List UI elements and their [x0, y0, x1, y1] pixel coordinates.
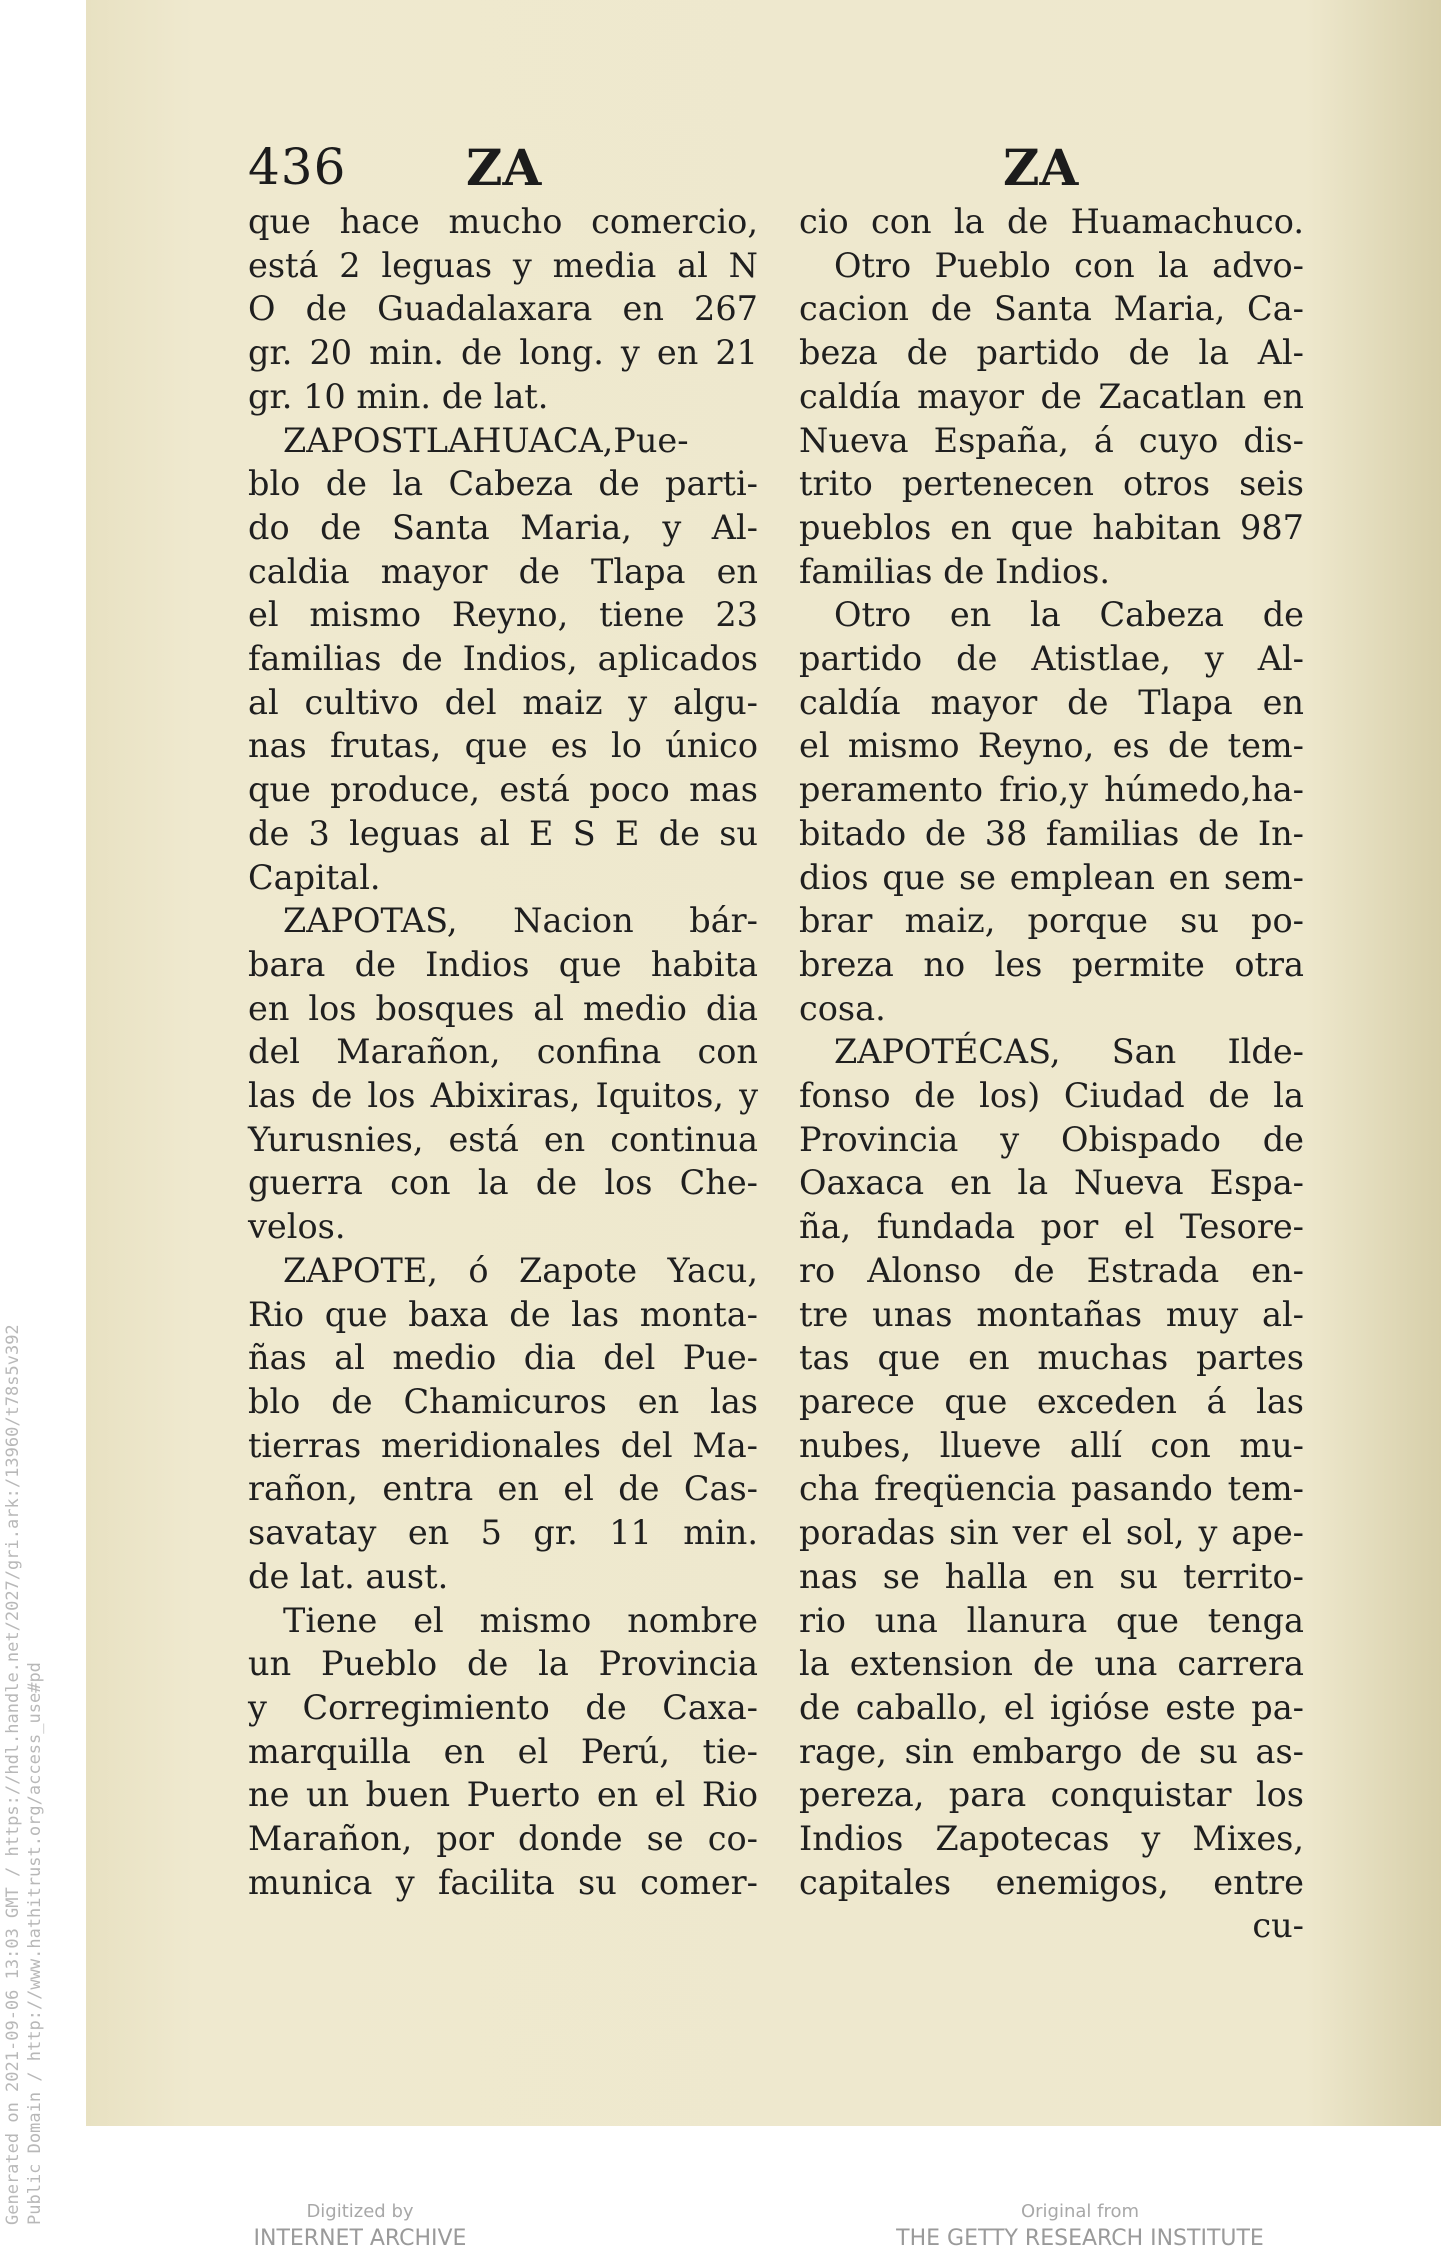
text-line: capitales enemigos, entre	[799, 1862, 1304, 1902]
text-line: pueblos en que habitan 987	[799, 507, 1304, 547]
text-line: pereza, para conquistar los	[799, 1775, 1304, 1815]
running-head-left: ZA	[466, 138, 542, 197]
original-from-label: Original from	[1020, 2201, 1140, 2222]
text-line: savatay en 5 gr. 11 min.	[248, 1513, 758, 1553]
text-line: la extension de una carrera	[799, 1644, 1304, 1684]
text-line: Oaxaca en la Nueva Espa-	[799, 1163, 1304, 1203]
text-line: las de los Abixiras, Iquitos, y	[248, 1076, 758, 1116]
text-line: Provincia y Obispado de	[799, 1119, 1304, 1159]
text-line: tre unas montañas muy al-	[799, 1294, 1304, 1334]
text-line: bitado de 38 familias de In-	[799, 813, 1304, 853]
text-line: Otro Pueblo con la advo-	[834, 245, 1304, 285]
text-line: peramento frio,y húmedo,ha-	[799, 770, 1304, 810]
text-line: Nueva España, á cuyo dis-	[799, 420, 1304, 460]
access-stamp-line-1: Generated on 2021-09-06 13:03 GMT / https://hdl.handle.net/2027/gri.ark:/13960/t78s5v392	[3, 1324, 23, 2225]
text-line: beza de partido de la Al-	[799, 333, 1304, 373]
text-line: ñas al medio dia del Pue-	[248, 1338, 758, 1378]
text-line: el mismo Reyno, es de tem-	[799, 726, 1304, 766]
text-line: que produce, está poco mas	[248, 770, 758, 810]
text-line: ne un buen Puerto en el Rio	[248, 1775, 758, 1815]
text-line: nas frutas, que es lo único	[248, 726, 758, 766]
digitized-by-label: Digitized by	[306, 2201, 414, 2222]
text-line: cio con la de Huamachuco.	[799, 202, 1304, 241]
access-stamp	[2, 1324, 46, 2225]
text-line: de 3 leguas al E S E de su	[248, 813, 758, 853]
text-line: caldia mayor de Tlapa en	[248, 551, 758, 591]
text-line: brar maiz, porque su po-	[799, 901, 1304, 941]
text-line: ZAPOTÉCAS, San Ilde-	[834, 1032, 1304, 1072]
text-line: ZAPOSTLAHUACA,Pue-	[283, 420, 689, 460]
text-line: está 2 leguas y media al N	[248, 245, 758, 285]
getty-institute-label: THE GETTY RESEARCH INSTITUTE	[896, 2226, 1264, 2251]
running-head-right: ZA	[1003, 138, 1079, 197]
text-line: partido de Atistlae, y Al-	[799, 639, 1304, 679]
text-line: y Corregimiento de Caxa-	[248, 1687, 758, 1727]
text-line: rio una llanura que tenga	[799, 1600, 1304, 1640]
text-line: munica y facilita su comer-	[248, 1862, 758, 1902]
text-line: marquilla en el Perú, tie-	[248, 1731, 758, 1771]
text-line: ro Alonso de Estrada en-	[799, 1250, 1304, 1290]
text-line: nas se halla en su territo-	[799, 1556, 1304, 1596]
text-line: rage, sin embargo de su as-	[799, 1731, 1304, 1771]
text-line: caldía mayor de Zacatlan en	[799, 376, 1304, 416]
text-line: el mismo Reyno, tiene 23	[248, 595, 758, 635]
text-line: en los bosques al medio dia	[248, 988, 758, 1028]
text-line: guerra con la de los Che-	[248, 1163, 758, 1203]
text-line: cacion de Santa Maria, Ca-	[799, 289, 1304, 329]
text-line: parece que exceden á las	[799, 1381, 1304, 1421]
text-line: ZAPOTE, ó Zapote Yacu,	[283, 1250, 758, 1290]
text-line: ZAPOTAS, Nacion bár-	[283, 901, 758, 941]
text-line: Tiene el mismo nombre	[283, 1600, 758, 1640]
text-line: cosa.	[799, 988, 886, 1028]
access-stamp-line-2: Public Domain / http://www.hathitrust.org/access_use#pd	[25, 1662, 45, 2225]
text-line: cha freqüencia pasando tem-	[799, 1469, 1304, 1509]
text-line: del Marañon, confina con	[248, 1032, 758, 1072]
text-line: Indios Zapotecas y Mixes,	[799, 1819, 1304, 1859]
catchword: cu-	[1252, 1906, 1304, 1946]
text-line: de lat. aust.	[248, 1556, 449, 1596]
right-text-column	[799, 200, 1304, 1948]
digitized-by-credit	[230, 2200, 490, 2254]
text-line: al cultivo del maiz y algu-	[248, 682, 758, 722]
left-text-column	[248, 200, 758, 1904]
text-line: breza no les permite otra	[799, 944, 1304, 984]
text-line: gr. 10 min. de lat.	[248, 376, 549, 416]
text-line: de caballo, el igióse este pa-	[799, 1687, 1304, 1727]
text-line: ña, fundada por el Tesore-	[799, 1207, 1304, 1247]
text-line: velos.	[248, 1207, 346, 1247]
text-line: blo de la Cabeza de parti-	[248, 464, 758, 504]
text-line: Marañon, por donde se co-	[248, 1819, 758, 1859]
text-line: poradas sin ver el sol, y ape-	[799, 1513, 1304, 1553]
text-line: caldía mayor de Tlapa en	[799, 682, 1304, 722]
text-line: Otro en la Cabeza de	[834, 595, 1304, 635]
text-line: familias de Indios.	[799, 551, 1110, 591]
text-line: Capital.	[248, 857, 381, 897]
text-line: fonso de los) Ciudad de la	[799, 1076, 1304, 1116]
text-line: do de Santa Maria, y Al-	[248, 507, 758, 547]
text-line: bara de Indios que habita	[248, 944, 758, 984]
original-from-credit	[870, 2200, 1290, 2254]
text-line: trito pertenecen otros seis	[799, 464, 1304, 504]
text-line: Yurusnies, está en continua	[248, 1119, 758, 1159]
text-line: familias de Indios, aplicados	[248, 639, 758, 679]
internet-archive-label: INTERNET ARCHIVE	[253, 2226, 467, 2251]
text-line: gr. 20 min. de long. y en 21	[248, 333, 758, 373]
text-line: tierras meridionales del Ma-	[248, 1425, 758, 1465]
text-line: que hace mucho comercio,	[248, 202, 758, 241]
text-line: rañon, entra en el de Cas-	[248, 1469, 758, 1509]
text-line: nubes, llueve allí con mu-	[799, 1425, 1304, 1465]
text-line: un Pueblo de la Provincia	[248, 1644, 758, 1684]
text-line: Rio que baxa de las monta-	[248, 1294, 758, 1334]
text-line: tas que en muchas partes	[799, 1338, 1304, 1378]
page-number: 436	[248, 138, 347, 196]
text-line: dios que se emplean en sem-	[799, 857, 1304, 897]
text-line: blo de Chamicuros en las	[248, 1381, 758, 1421]
text-line: O de Guadalaxara en 267	[248, 289, 758, 329]
